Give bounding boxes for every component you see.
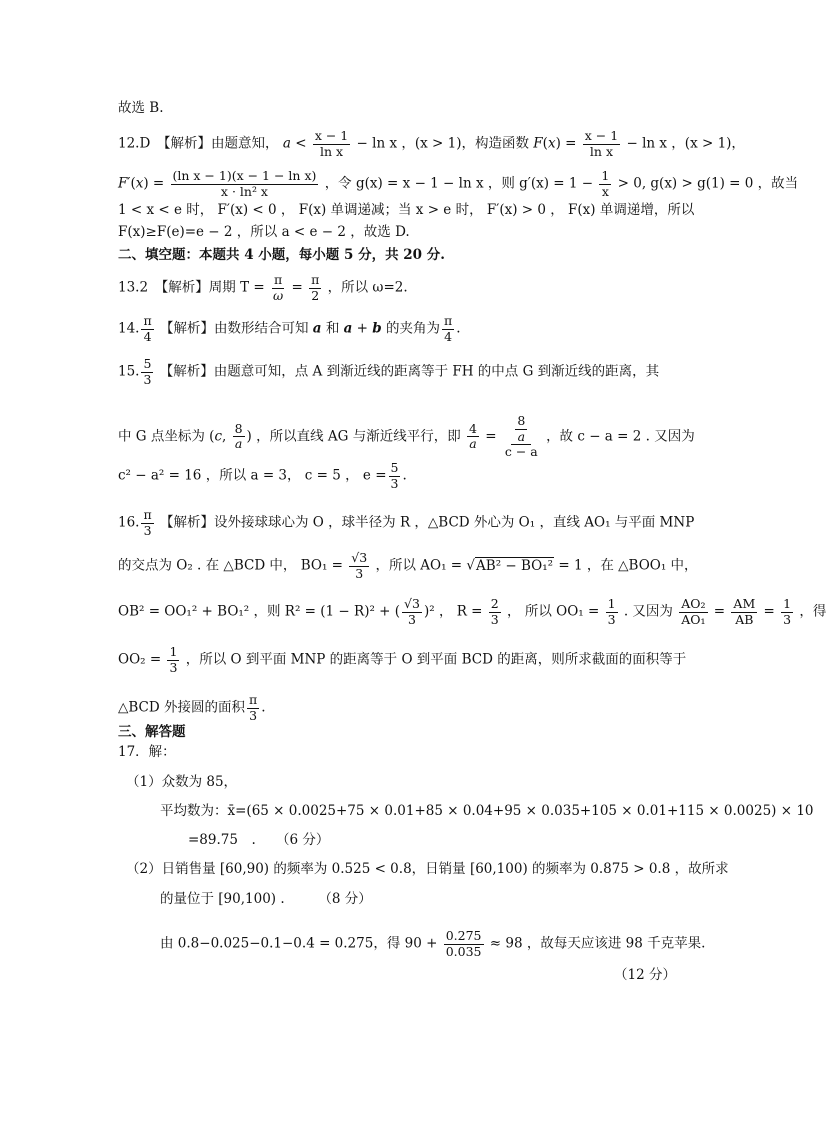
- fraction: $\frac{5}{3}$: [143, 356, 152, 387]
- text-line: 故选 B.: [118, 100, 164, 116]
- fraction: $\frac{√3}{3}$: [404, 596, 420, 627]
- fraction: $\frac{\pi}{3}$: [249, 692, 258, 723]
- text-line: 中 G 点坐标为 (c, $\frac{8}{a}$ ) ，所以直线 AG 与渐近线平行，即 $\frac{4}{a}$ = $\frac{\frac{8}{a}}{c - a}$ ，故 c − a = 2 . 又因为: [118, 413, 695, 459]
- text-line: OO₂ = $\frac{1}{3}$ ，所以 O 到平面 MNP 的距离等于 O 到平面 BCD 的距离，则所求截面的面积等于: [118, 644, 687, 675]
- text-line: OB² = OO₁² + BO₁² ，则 R² = (1 − R)² + ( $\frac{√3}{3}$ )² ， R = $\frac{2}{3}$ ， 所以 OO₁ = $\frac{1}{3}$ . 又因为 $\frac{\text{AO₂}}{\text{AO₁}}$ = $\frac{AM}{AB}$ = $\frac{1}{3}$ ，得: [118, 596, 826, 627]
- fraction: $\frac{\text{AO₂}}{\text{AO₁}}$: [681, 596, 706, 627]
- fraction: $\frac{√3}{3}$: [351, 550, 368, 581]
- fraction: $\frac{\pi}{4}$: [143, 313, 152, 344]
- text-line: c² − a² = 16 ，所以 a = 3， c = 5 ， e = $\frac{5}{3}$ .: [118, 460, 407, 491]
- text-line: 13.2 【解析】周期 T = $\frac{\pi}{\omega}$ = $\frac{\pi}{2}$ ，所以 ω=2.: [118, 272, 408, 303]
- fraction: $\frac{\text{(ln x − 1)(x − 1 − ln x)}}{\text{x · ln² x}}$: [172, 168, 317, 199]
- text-line: （1）众数为 85，: [126, 774, 238, 790]
- text-line: 的交点为 O₂ . 在 △BCD 中， BO₁ = $\frac{√3}{3}$ ，所以 AO₁ = √AB² − BO₁² = 1 ，在 △BOO₁ 中，: [118, 550, 698, 581]
- text-line: 平均数为：x̄=(65 × 0.0025+75 × 0.01+85 × 0.04+95 × 0.035+105 × 0.01+115 × 0.0025) × 10: [160, 803, 814, 819]
- text-line: 15. $\frac{5}{3}$ 【解析】由题意可知，点 A 到渐近线的距离等于 FH 的中点 G 到渐近线的距离，其: [118, 356, 660, 387]
- text-line: 1 < x < e 时， F′(x) < 0 ， F(x) 单调递减；当 x > e 时， F′(x) > 0 ， F(x) 单调递增，所以: [118, 202, 695, 218]
- text-line: 17．解：: [118, 744, 176, 760]
- section-heading: 三、解答题: [118, 724, 186, 740]
- text-line: △BCD 外接圆的面积 $\frac{\pi}{3}$ .: [118, 692, 266, 723]
- fraction: $\frac{5}{3}$: [390, 460, 399, 491]
- fraction: $\frac{0.275}{0.035}$: [445, 928, 482, 959]
- text-line: 的量位于 [90,100) . （8 分）: [160, 891, 372, 907]
- fraction: $\frac{\pi}{2}$: [311, 272, 320, 303]
- section-heading: 二、填空题：本题共 4 小题，每小题 5 分，共 20 分.: [118, 247, 445, 263]
- text-line: F′(x) = $\frac{\text{(ln x − 1)(x − 1 − ln x)}}{\text{x · ln² x}}$ ，令 g(x) = x − 1 − ln x ，则 g′(x) = 1 − $\frac{1}{x}$ > 0, g(x) > g(1) = 0 ，故当: [118, 168, 799, 199]
- fraction: $\frac{1}{3}$: [783, 596, 792, 627]
- fraction: $\frac{1}{3}$: [607, 596, 616, 627]
- fraction: $\frac{4}{a}$: [469, 420, 477, 452]
- fraction: $\frac{\pi}{4}$: [444, 313, 453, 344]
- fraction: $\frac{\frac{8}{a}}{c - a}$: [504, 413, 538, 459]
- fraction: $\frac{1}{3}$: [169, 644, 178, 675]
- fraction: $\frac{AM}{AB}$: [733, 596, 756, 627]
- fraction: $\frac{2}{3}$: [490, 596, 499, 627]
- text-line: 12.D 【解析】由题意知， a < $\frac{x - 1}{\text{ln x}}$ − ln x ，(x > 1)，构造函数 F(x) = $\frac{x - 1}{\text{ln x}}$ − ln x ，(x > 1)，: [118, 128, 745, 159]
- text-line: =89.75 . （6 分）: [188, 832, 330, 848]
- fraction: $\frac{\pi}{3}$: [143, 507, 152, 538]
- text-line: 16. $\frac{\pi}{3}$ 【解析】设外接球球心为 O ，球半径为 R ，△BCD 外心为 O₁ ，直线 AO₁ 与平面 MNP: [118, 507, 695, 538]
- fraction: $\frac{1}{x}$: [601, 168, 610, 199]
- text-line: （2）日销售量 [60,90) 的频率为 0.525 < 0.8，日销量 [60,100) 的频率为 0.875 > 0.8 ，故所求: [126, 861, 729, 877]
- fraction: $\frac{x - 1}{\text{ln x}}$: [584, 128, 619, 159]
- fraction: $\frac{\pi}{\omega}$: [273, 272, 284, 303]
- text-line: 14. $\frac{\pi}{4}$ 【解析】由数形结合可知 a 和 a + b 的夹角为 $\frac{\pi}{4}$ .: [118, 313, 461, 344]
- text-line: 由 0.8−0.025−0.1−0.4 = 0.275，得 90 + $\frac{0.275}{0.035}$ ≈ 98 ，故每天应该进 98 千克苹果.: [160, 928, 706, 959]
- fraction: $\frac{8}{a}$: [234, 420, 243, 452]
- text-line: F(x)≥F(e)=e − 2 ，所以 a < e − 2 ，故选 D.: [118, 224, 410, 240]
- fraction: $\frac{x - 1}{\text{ln x}}$: [314, 128, 349, 159]
- score-note: （12 分）: [614, 967, 676, 983]
